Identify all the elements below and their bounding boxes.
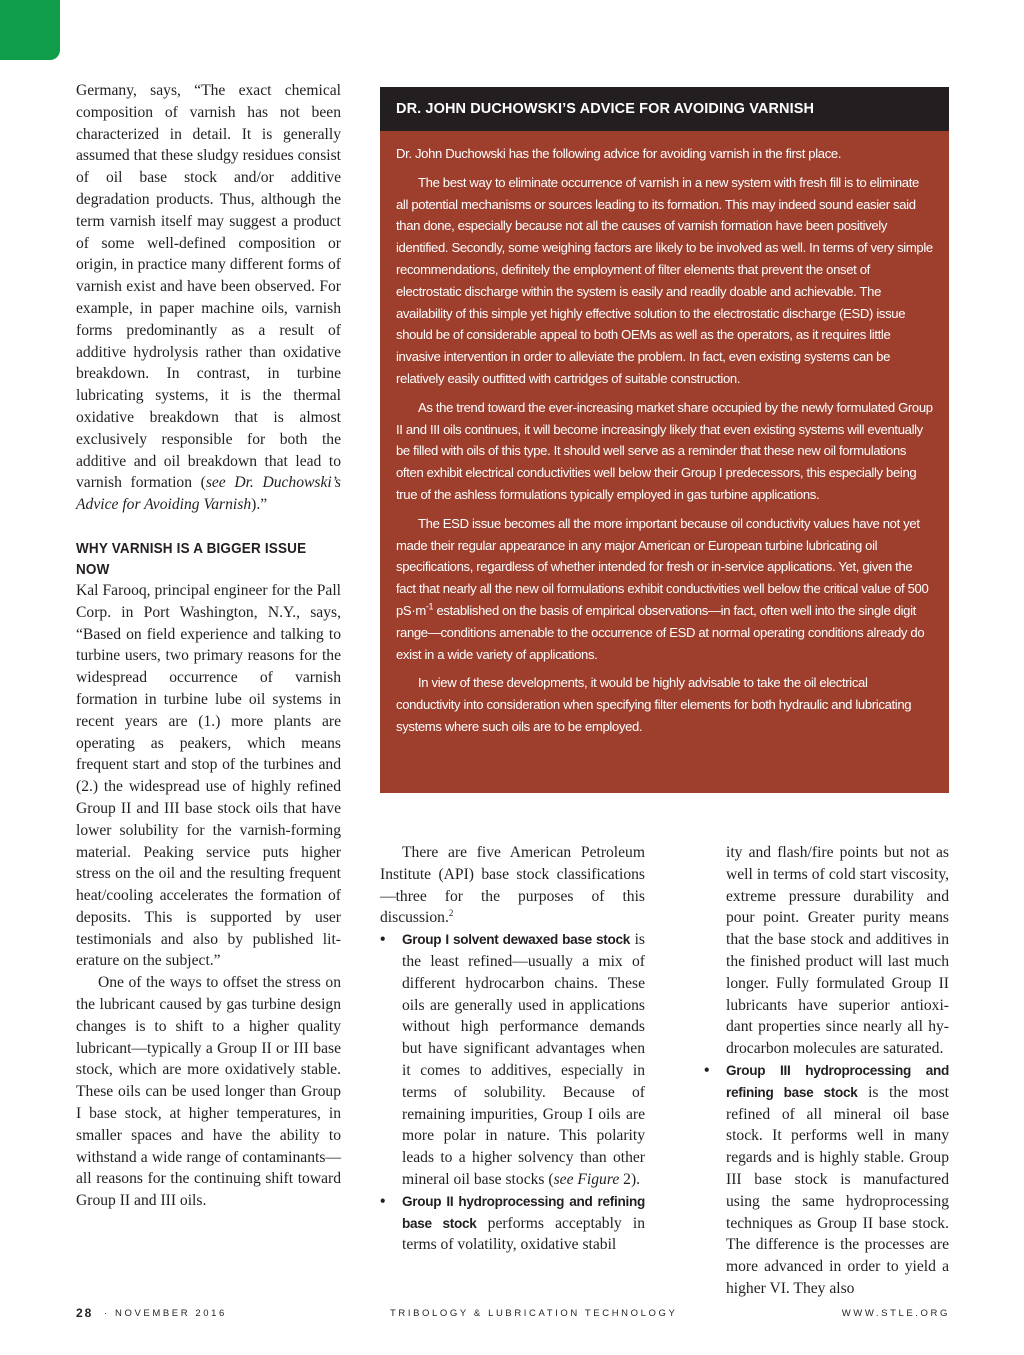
sidebar-paragraph: In view of these developments, it would be highly advisable to take the oil electrical conductivity into consideration when specifying filter elements for both hydraulic and lubricating systems where such oils are to be employed.: [396, 675, 912, 734]
list-item: • Group II hydroprocessing and refining base stock performs acceptably in terms of volatility, oxidative stabil: [380, 1192, 645, 1254]
magazine-name: TRIBOLOGY & LUBRICATION TECHNOLOGY: [390, 1308, 678, 1319]
sidebar-paragraph: As the trend toward the ever-increasing market share occupied by the newly formulated Group II and III oils continues, it will become increasingly likely that even existing systems will eventually be filled with oils of this type. It should well serve as a reminder that these new oil formulations often exhibit electrical conductivities well below their Group I predecessors, this especially being true of the ashless formulations typically employed in gas turbine applications.: [396, 399, 933, 502]
paragraph: ity and flash/fire points but not as well in terms of cold start viscosity, extreme pressure durability and pour point. Greater purity means that the base stock and additives in the finished product will last much longer. Fully formulated Group II lubricants have superior antioxidant properties since nearly all hydrocarbon molecules are saturated.: [726, 844, 949, 1058]
article-column-2: [380, 842, 645, 1256]
list-item: • Group III hydroprocessing and refining base stock is the most refined of all mineral oil base stock. It performs well in many regards and is highly stable. Group III base stock is manufactured using the same hydroprocessing techniques as Group II base stock. The difference is the processes are more advanced in order to yield a higher VI. They also: [704, 1061, 949, 1297]
term: Group I solvent dewaxed base stock: [402, 932, 631, 948]
sidebar-body: [380, 131, 949, 738]
section-heading: WHY VARNISH IS A BIGGER ISSUE NOW: [76, 539, 307, 578]
sidebar-paragraph: The ESD issue becomes all the more important because oil conductivity values have not yet made their regular appearance in any major American or European turbine lubricating oil specifications, regardless of whether intended for fresh or in-service applications. Yet, given the fact that nearly all the new oil formulations exhibit conductivities well below the critical value of 500 $pS\cdot m^{-1}$ established on the basis of empirical observations—in fact, often well into the single digit range—conditions amenable to the occurrence of ESD at normal operating conditions already do exist in a wide variety of applications.: [396, 515, 929, 662]
section-tab: [0, 0, 60, 60]
page-footer: [76, 1308, 950, 1322]
website-url: WWW.STLE.ORG: [841, 1308, 950, 1319]
superscript: -1: [425, 601, 434, 612]
term: Group II hydroprocessing and refining base stock: [402, 1193, 645, 1231]
bullet-icon: •: [380, 1192, 386, 1210]
sidebar-reference: see Dr. Duchowski’s Advice for Avoiding Varnish: [76, 474, 341, 514]
figure-reference: see Figure: [553, 1170, 620, 1188]
reference-number: 2: [448, 908, 454, 919]
base-stock-list: [704, 1060, 949, 1300]
paragraph: One of the ways to offset the stress on the lubricant caused by gas turbine design changes is to shift to a higher quality lubricant—typically a Group II or III base stock, which are more oxidatively stable. These oils can be used longer than Group I base stock, at higher temperatures, in smaller spaces and have the ability to withstand a wide range of contaminants—all reasons for the continuing shift toward Group II and III oils.: [76, 974, 341, 1210]
paragraph: Kal Farooq, principal engineer for the Pall Corp. in Port Washington, N.Y., says, “Based on field experience and talking to turbine users, two primary reasons for the widespread occurrence of varnish formation in turbine lube oil systems in recent years are (1.) more plants are operating as peakers, which means frequent start and stop of the turbines and (2.) the widespread use of highly refined Group II and III base stock oils that have lower solubility for the varnish-forming material. Peaking service puts higher stress on the oil and the resulting frequent heat/cooling accelerates the formation of deposits. This is supported by user testimonials and also by published literature on the subject.”: [76, 581, 341, 970]
bullet-icon: •: [380, 931, 386, 949]
sidebar-box: [380, 87, 949, 793]
paragraph: Germany, says, “The exact chemical composition of varnish has not been characterized in detail. It is generally assumed that these sludgy residues consist of oil base stock and/or additive degradation products. Thus, although the term varnish itself may suggest a product of some well-defined composition or origin, in practice many different forms of varnish exist and have been observed. For example, in paper machine oils, varnish forms predominantly as a result of additive hydrolysis rather than oxidative breakdown. In contrast, in turbine lubricating systems, it is the thermal oxidative breakdown that is almost exclusively responsible for both the additive and oil breakdown that lead to varnish formation (see Dr. Duchowski’s Advice for Avoiding Varnish).”: [76, 82, 341, 514]
page-number: 28: [76, 1306, 94, 1320]
sidebar-title: DR. JOHN DUCHOWSKI’S ADVICE FOR AVOIDING VARNISH: [380, 87, 949, 131]
issue-date: · NOVEMBER 2016: [104, 1308, 227, 1319]
list-item: • Group I solvent dewaxed base stock is the least refined—usually a mix of different hydrocarbon chains. These oils are generally used in applications without high performance demands but have significant advantages when it comes to additives, especially in terms of solubility. Because of remaining impurities, Group I oils are more polar in nature. This polarity leads to a higher solvency than other mineral oil base stocks (see Figure 2).: [380, 931, 645, 1188]
sidebar-paragraph: The best way to eliminate occurrence of varnish in a new system with fresh fill is to eliminate all potential mechanisms or sources leading to its formation. This may indeed sound easier said than done, especially because not all the causes of varnish formation have been positively identified. Secondly, some weighing factors are likely to be involved as well. In terms of very simple recommendations, definitely the employment of filter elements that prevent the onset of electrostatic discharge within the system is easily and readily doable and achievable. The availability of this simple yet highly effective solution to the electrostatic discharge (ESD) issue should be of considerable appeal to both OEMs as well as the operators, as it requires little invasive intervention in order to alleviate the problem. In fact, even existing systems can be relatively easily outfitted with cartridges of suitable construction.: [396, 174, 933, 386]
paragraph: There are five American Petroleum Institute (API) base stock classifications—three for the purposes of this discussion.$^2$: [380, 844, 645, 927]
article-column-1: [76, 80, 341, 1212]
term: Group III hydroprocessing and refining base stock: [726, 1062, 949, 1100]
sidebar-paragraph: Dr. John Duchowski has the following advice for avoiding varnish in the first place.: [396, 146, 842, 161]
bullet-icon: •: [704, 1061, 710, 1079]
base-stock-list: [380, 929, 645, 1256]
article-column-3: [704, 842, 949, 1300]
